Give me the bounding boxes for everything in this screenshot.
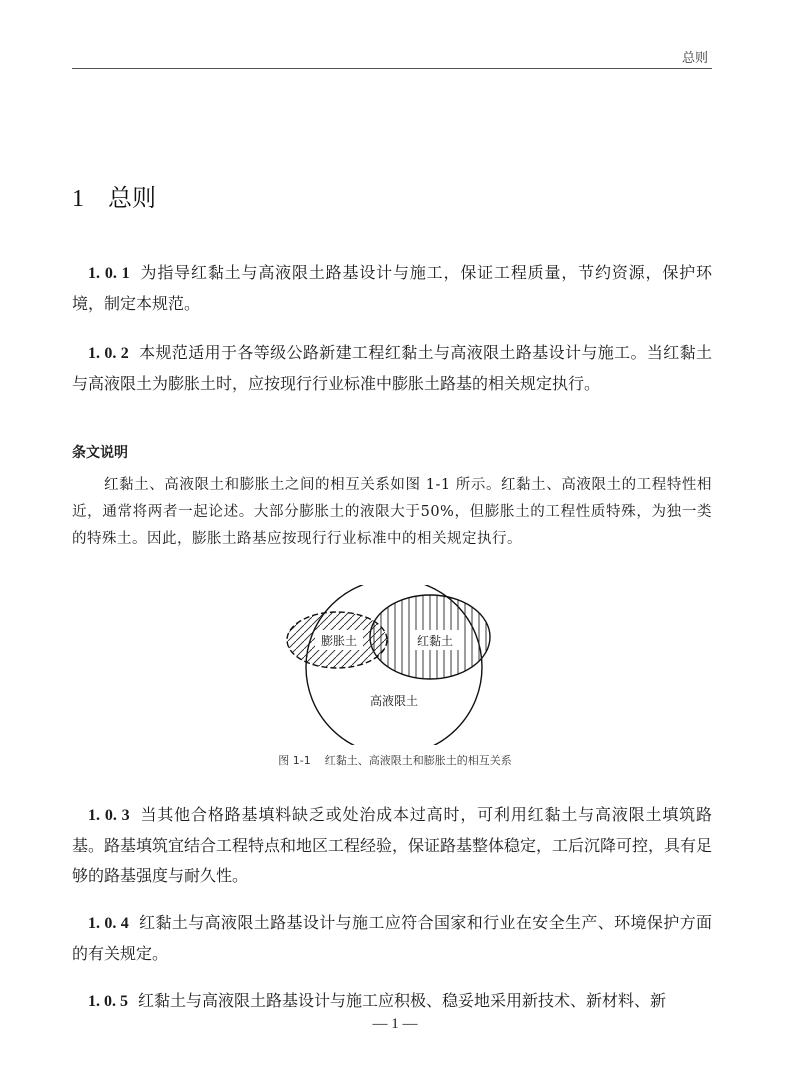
label-expansive: 膨胀土 [320, 634, 358, 648]
label-red-clay: 红黏土 [416, 634, 454, 648]
clause-1-0-1 [72, 258, 712, 319]
clause-1-0-5 [72, 986, 712, 1016]
figure-caption [0, 752, 790, 768]
chapter-number: 1 [72, 186, 84, 213]
chapter-title [72, 178, 156, 213]
clause-number: 1. 0. 4 [88, 915, 129, 932]
chapter-title-text: 总则 [108, 184, 156, 213]
clause-number: 1. 0. 2 [88, 345, 129, 362]
header-rule [72, 68, 712, 69]
clause-text: 本规范适用于各等级公路新建工程红黏土与高液限土路基设计与施工。当红黏土与高液限土为膨胀土时，应按现行行业标准中膨胀土路基的相关规定执行。 [72, 343, 712, 393]
figure-caption-text: 红黏土、高液限土和膨胀土的相互关系 [324, 754, 512, 767]
page-number: — 1 — [372, 1016, 418, 1032]
clause-1-0-3 [72, 800, 712, 891]
venn-figure [280, 585, 510, 749]
explanation-title: 条文说明 [72, 445, 128, 461]
explanation-body: 红黏土、高液限土和膨胀土之间的相互关系如图 1-1 所示。红黏土、高液限土的工程特性相近，通常将两者一起论述。大部分膨胀土的液限大于50%，但膨胀土的工程性质特殊，为独一类的特殊土。因此，膨胀土路基应按现行行业标准中的相关规定执行。 [72, 477, 712, 547]
clause-1-0-2 [72, 338, 712, 399]
label-high-liquid-limit: 高液限土 [369, 694, 419, 708]
clause-text: 当其他合格路基填料缺乏或处治成本过高时，可利用红黏土与高液限土填筑路基。路基填筑宜结合工程特点和地区工程经验，保证路基整体稳定，工后沉降可控，具有足够的路基强度与耐久性。 [72, 805, 713, 885]
clause-text: 为指导红黏土与高液限土路基设计与施工，保证工程质量，节约资源，保护环境，制定本规范。 [72, 263, 712, 313]
running-header: 总则 [681, 51, 708, 66]
clause-1-0-4 [72, 908, 712, 969]
clause-number: 1. 0. 5 [88, 993, 128, 1010]
clause-number: 1. 0. 3 [88, 807, 130, 824]
clause-text: 红黏土与高液限土路基设计与施工应积极、稳妥地采用新技术、新材料、新 [138, 991, 667, 1010]
figure-number: 图 1-1 [278, 754, 311, 767]
clause-text: 红黏土与高液限土路基设计与施工应符合国家和行业在安全生产、环境保护方面的有关规定。 [72, 913, 712, 963]
clause-number: 1. 0. 1 [88, 265, 130, 282]
venn-diagram [280, 585, 510, 745]
